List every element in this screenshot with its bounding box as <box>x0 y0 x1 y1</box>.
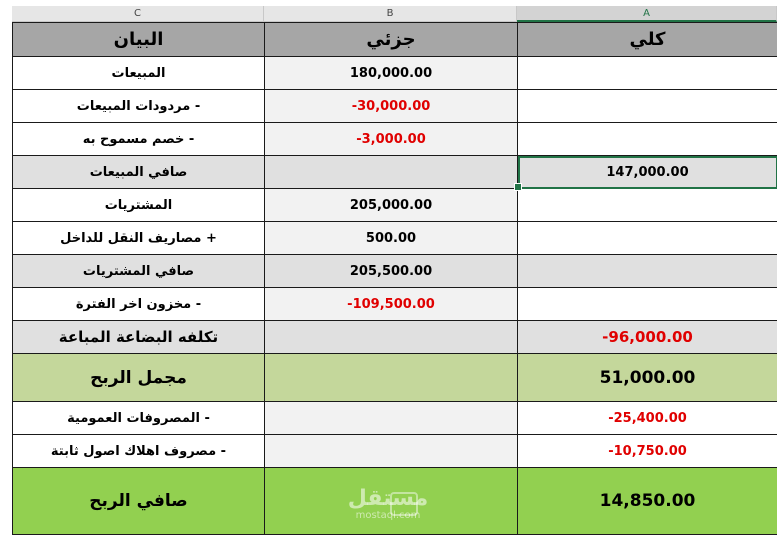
table-row <box>13 435 777 468</box>
table-row <box>13 255 777 288</box>
partial-cell[interactable]: -30,000.00 <box>265 90 518 123</box>
partial-cell[interactable]: 205,500.00 <box>265 255 518 288</box>
label-cell[interactable]: مخزون اخر الفترة - <box>13 288 265 321</box>
header-partial-cell[interactable]: جزئي <box>265 23 518 57</box>
table-row <box>13 90 777 123</box>
total-cell-selected[interactable]: 147,000.00 <box>518 156 777 189</box>
table-row <box>13 288 777 321</box>
total-cell[interactable]: 14,850.00 <box>518 468 777 535</box>
total-cell[interactable] <box>518 57 777 90</box>
header-label-cell[interactable]: البيان <box>13 23 265 57</box>
partial-cell[interactable] <box>265 402 518 435</box>
label-cell[interactable]: صافي المشتريات <box>13 255 265 288</box>
total-cell[interactable] <box>518 222 777 255</box>
label-cell[interactable]: المبيعات <box>13 57 265 90</box>
partial-cell[interactable]: 205,000.00 <box>265 189 518 222</box>
table-row <box>13 156 777 189</box>
column-header-a[interactable]: A <box>517 6 777 22</box>
table-row <box>13 321 777 354</box>
fill-handle[interactable] <box>514 183 522 191</box>
partial-cell[interactable]: 500.00 <box>265 222 518 255</box>
label-cell[interactable]: تكلفه البضاعة المباعة <box>13 321 265 354</box>
table-row <box>13 123 777 156</box>
total-cell[interactable] <box>518 90 777 123</box>
watermark-arabic: مستقل <box>347 486 429 511</box>
total-cell[interactable]: -96,000.00 <box>518 321 777 354</box>
header-total-cell[interactable]: كلي <box>518 23 777 57</box>
label-cell[interactable]: صافي الربح <box>13 468 265 535</box>
total-cell[interactable] <box>518 123 777 156</box>
partial-cell[interactable]: 180,000.00 <box>265 57 518 90</box>
table-row <box>13 57 777 90</box>
partial-cell[interactable]: -109,500.00 <box>265 288 518 321</box>
label-cell[interactable]: مصاريف النقل للداخل + <box>13 222 265 255</box>
watermark-latin: mostaql.com <box>355 510 421 521</box>
total-cell[interactable] <box>518 255 777 288</box>
total-cell[interactable]: 51,000.00 <box>518 354 777 402</box>
total-cell[interactable] <box>518 189 777 222</box>
table-row <box>13 402 777 435</box>
label-cell[interactable]: خصم مسموح به - <box>13 123 265 156</box>
label-cell[interactable]: المصروفات العمومية - <box>13 402 265 435</box>
income-statement-table <box>12 22 777 535</box>
label-cell[interactable]: مصروف اهلاك اصول ثابتة - <box>13 435 265 468</box>
table-row <box>13 189 777 222</box>
column-header-b[interactable]: B <box>264 6 517 22</box>
table-row <box>13 354 777 402</box>
partial-cell[interactable] <box>265 435 518 468</box>
column-header-c[interactable]: C <box>12 6 264 22</box>
label-cell[interactable]: مجمل الربح <box>13 354 265 402</box>
label-cell[interactable]: صافي المبيعات <box>13 156 265 189</box>
partial-cell[interactable] <box>265 321 518 354</box>
partial-cell[interactable] <box>265 156 518 189</box>
label-cell[interactable]: المشتريات <box>13 189 265 222</box>
label-cell[interactable]: مردودات المبيعات - <box>13 90 265 123</box>
partial-cell[interactable]: -3,000.00 <box>265 123 518 156</box>
table-header-row <box>13 23 777 57</box>
total-cell[interactable]: -25,400.00 <box>518 402 777 435</box>
table-row <box>13 468 777 535</box>
total-cell[interactable] <box>518 288 777 321</box>
partial-cell[interactable] <box>265 468 518 535</box>
partial-cell[interactable] <box>265 354 518 402</box>
table-row <box>13 222 777 255</box>
total-cell[interactable]: -10,750.00 <box>518 435 777 468</box>
